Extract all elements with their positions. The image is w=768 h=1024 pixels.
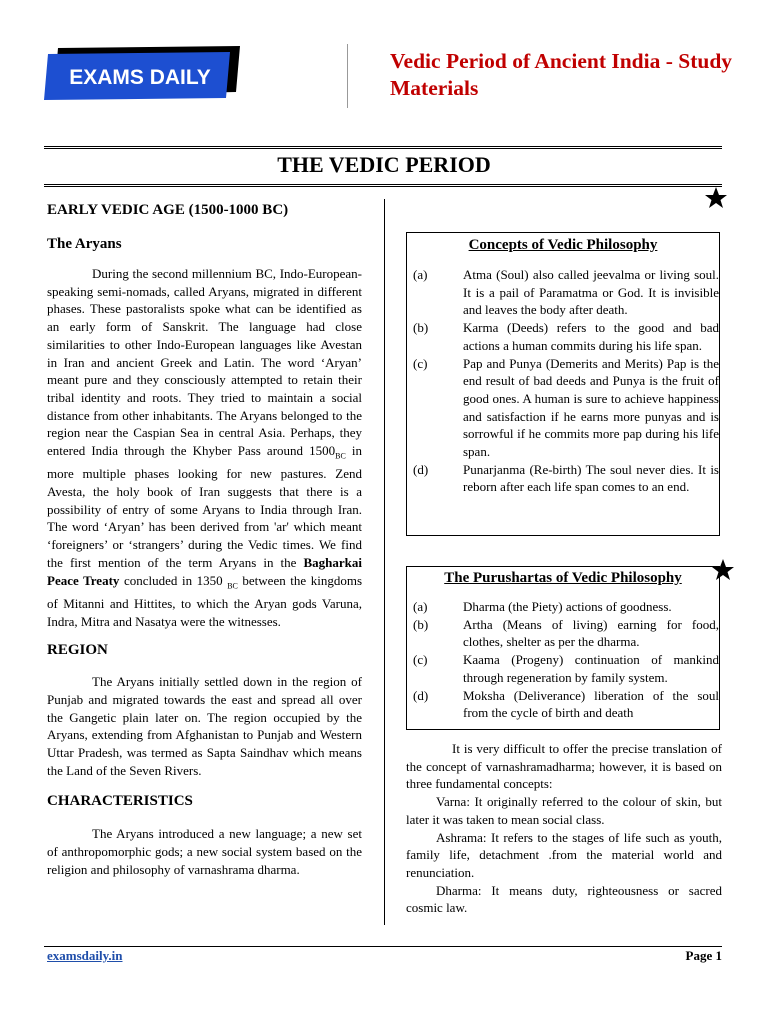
- varna-paragraph: Varna: It originally referred to the colour of skin, but later it was taken to mean social class.: [406, 794, 722, 827]
- list-item: [407, 651, 719, 686]
- item-marker: (b): [413, 616, 429, 632]
- header-title: Vedic Period of Ancient India - Study Materials: [390, 49, 733, 100]
- website-link[interactable]: examsdaily.in: [47, 948, 123, 963]
- logo-text: EXAMS DAILY: [69, 66, 211, 89]
- right-text: [406, 740, 722, 917]
- left-column: [47, 196, 362, 879]
- item-marker: (a): [413, 599, 428, 614]
- item-text: Kaama (Progeny) continuation of mankind through regeneration by family system.: [463, 652, 719, 685]
- aryans-heading: The Aryans: [47, 236, 122, 252]
- purusharthas-box-title: The Purushartas of Vedic Philosophy: [444, 570, 682, 586]
- characteristics-paragraph: The Aryans introduced a new language; a new set of anthropomorphic gods; a new social system based on the religion and philosophy of varnashrama dharma.: [47, 826, 362, 877]
- aryans-text-part: between the kingdoms of Mitanni and Hittites, to which the Aryan gods Varuna, Indra, Mitra and Nasatya were the witnesses.: [47, 572, 362, 629]
- title-rule-top: [44, 146, 722, 149]
- list-item: [407, 687, 719, 722]
- footer-rule: [44, 946, 722, 947]
- aryans-paragraph: [47, 265, 362, 630]
- region-heading: REGION: [47, 642, 108, 659]
- title-rule-bottom: [44, 184, 722, 187]
- item-text: Dharma (the Piety) actions of goodness.: [463, 599, 672, 614]
- item-marker: (d): [413, 687, 429, 703]
- star-icon: [704, 186, 728, 210]
- bagharkai-treaty-text: Bagharkai Peace Treaty: [47, 554, 362, 588]
- list-item: [407, 616, 719, 651]
- list-item: [407, 355, 719, 461]
- purusharthas-box: [406, 566, 720, 730]
- item-marker: (d): [413, 461, 429, 477]
- bc-subscript: BC: [335, 451, 346, 461]
- header-divider: [347, 44, 348, 108]
- item-text: Punarjanma (Re-birth) The soul never dies. It is reborn after each life span comes to an end.: [463, 461, 719, 495]
- dharma-paragraph: Dharma: It means duty, righteousness or sacred cosmic law.: [406, 882, 722, 916]
- list-item: [407, 461, 719, 496]
- aryans-text-part: During the second millennium BC, Indo-European-speaking semi-nomads, called Aryans, migrated in different phases. These pastoralists spoke what can be identified as an early form of Sanskrit. The language had close similarities to other Indo-European languages like Avestan in Iran and ancient Greek and Latin. The word ‘Aryan’ meant pure and they consciously attempted to retain their tribal identity and roots. They tried to maintain a social distance from other inhabitants. The Aryans belonged to the region near the Caspian Sea in central Asia. Perhaps, they entered India through the Khyber Pass around 1500: [47, 266, 362, 459]
- item-text: Karma (Deeds) refers to the good and bad actions a human commits during his life span.: [463, 320, 719, 353]
- item-text: Pap and Punya (Demerits and Merits) Pap is the end result of bad deeds and Punya is the fruit of good ones. A human is sure to achieve happiness and satisfaction if he earns more punyas and is sorrowful if he commits more pap during his life span.: [463, 355, 719, 460]
- page-number: Page 1: [685, 948, 722, 963]
- item-text: Moksha (Deliverance) liberation of the soul from the cycle of birth and death: [463, 687, 719, 721]
- concepts-box-title: Concepts of Vedic Philosophy: [468, 237, 658, 253]
- concepts-box: [406, 232, 720, 536]
- aryans-text-part: concluded in 1350: [119, 572, 228, 588]
- item-marker: (c): [413, 355, 428, 371]
- varnashrama-intro: It is very difficult to offer the precise translation of the concept of varnashramadharma; however, it is based on three fundamental concepts:: [406, 741, 722, 792]
- list-item: [407, 319, 719, 354]
- exams-daily-logo: [44, 44, 244, 102]
- list-item: [407, 266, 719, 319]
- bc-subscript: BC: [227, 581, 238, 591]
- item-marker: (b): [413, 320, 429, 336]
- characteristics-heading: CHARACTERISTICS: [47, 793, 193, 810]
- list-item: [407, 598, 719, 616]
- item-text: Atma (Soul) also called jeevalma or living soul. It is a pail of Paramatma or God. It is invisible and leaves the body after death.: [463, 267, 719, 318]
- item-marker: (a): [413, 267, 428, 282]
- ashrama-paragraph: Ashrama: It refers to the stages of life such as youth, family life, detachment .from the material world and renunciation.: [406, 829, 722, 880]
- item-marker: (c): [413, 652, 428, 668]
- page-title: THE VEDIC PERIOD: [277, 152, 491, 177]
- early-vedic-heading: EARLY VEDIC AGE (1500-1000 BC): [47, 202, 289, 218]
- column-divider: [384, 199, 385, 925]
- item-text: Artha (Means of living) earning for food, clothes, shelter as per the dharma.: [463, 616, 719, 650]
- aryans-text-part: in more multiple phases looking for new pastures. Zend Avesta, the holy book of Iran suggests that there is a possibility of entry of some Aryans to India through Iran. The word ‘Aryan’ has been derived from 'ar' which meant ‘foreigners’ or ‘strangers’ during the Vedic times. We find the first mention of the term Aryans in the: [47, 443, 362, 570]
- region-paragraph: The Aryans initially settled down in the region of Punjab and migrated towards the east and spread all over the Gangetic plain later on. The region occupied by the Aryans, extending from Afghanistan to Punjab and Western Uttar Pradesh, was termed as Sapta Saindhav which means the Land of the Seven Rivers.: [47, 674, 362, 778]
